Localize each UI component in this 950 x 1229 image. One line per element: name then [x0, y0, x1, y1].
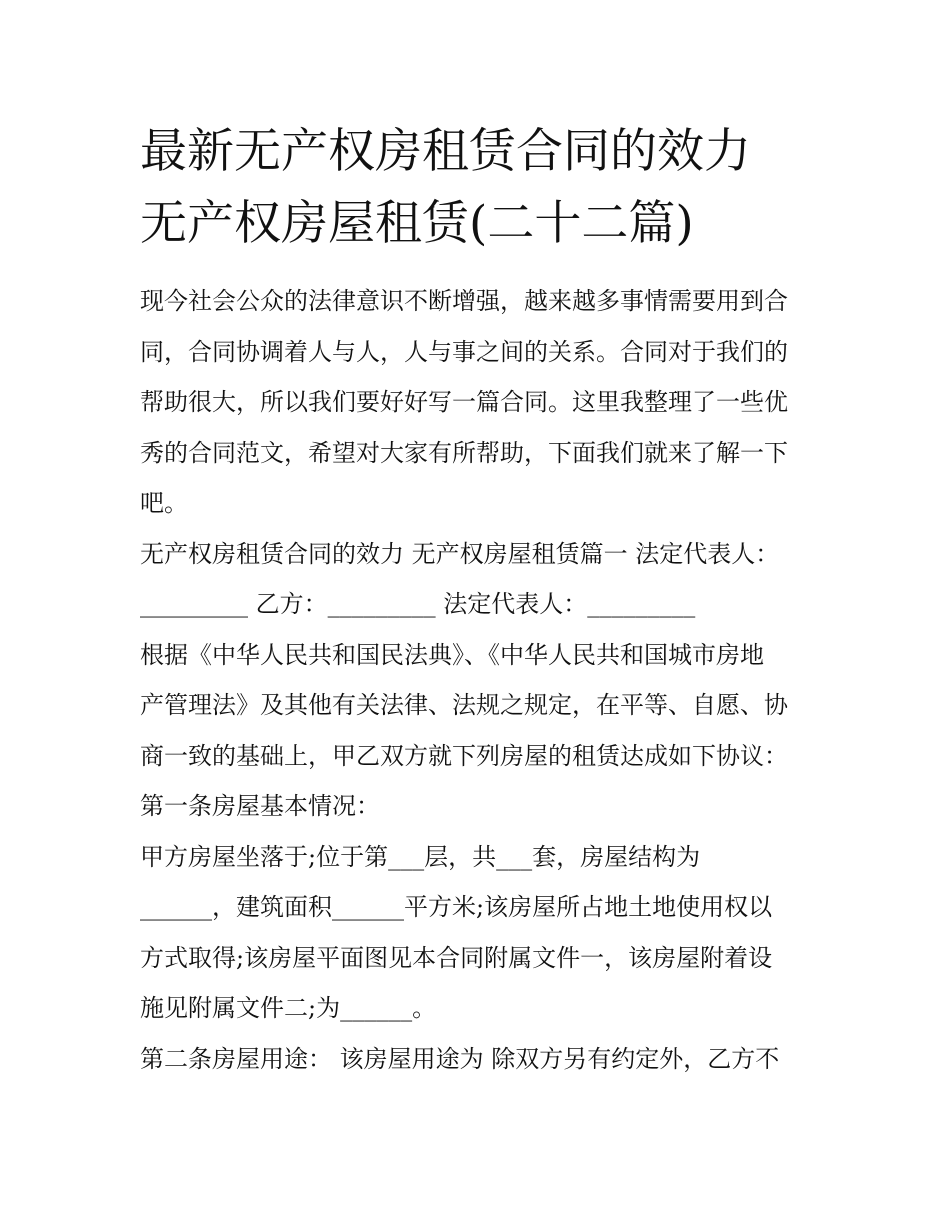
paragraph-article-1-body: 甲方房屋坐落于;位于第___层，共___套，房屋结构为 ______，建筑面积______平方米;该房屋所占地土地使用权以 方式取得;该房屋平面图见本合同附属文件一，该房屋附着设 施见附属文件二;为______。 — [140, 842, 773, 1022]
document-title: 最新无产权房租赁合同的效力 无产权房屋租赁(二十二篇) — [140, 124, 751, 251]
document-page — [140, 0, 820, 1229]
paragraph-article-1-heading: 第一条房屋基本情况： — [140, 792, 380, 820]
paragraph-intro: 现今社会公众的法律意识不断增强，越来越多事情需要用到合 同，合同协调着人与人，人与事之间的关系。合同对于我们的 帮助很大，所以我们要好好写一篇合同。这里我整理了一些优 秀的合同范文，希望对大家有所帮助，下面我们就来了解一下 吧。 — [140, 287, 788, 517]
paragraph-article-2: 第二条房屋用途： 该房屋用途为 除双方另有约定外，乙方不 — [140, 1044, 780, 1073]
paragraph-legal-basis: 根据《中华人民共和国民法典》、《中华人民共和国城市房地 产管理法》及其他有关法律、法规之规定，在平等、自愿、协 商一致的基础上，甲乙双方就下列房屋的租赁达成如下协议： — [140, 640, 788, 770]
document-body — [140, 276, 820, 1084]
paragraph-parties: 无产权房租赁合同的效力 无产权房屋租赁篇一 法定代表人： _________ 乙方：_________ 法定代表人：_________ — [140, 539, 780, 618]
